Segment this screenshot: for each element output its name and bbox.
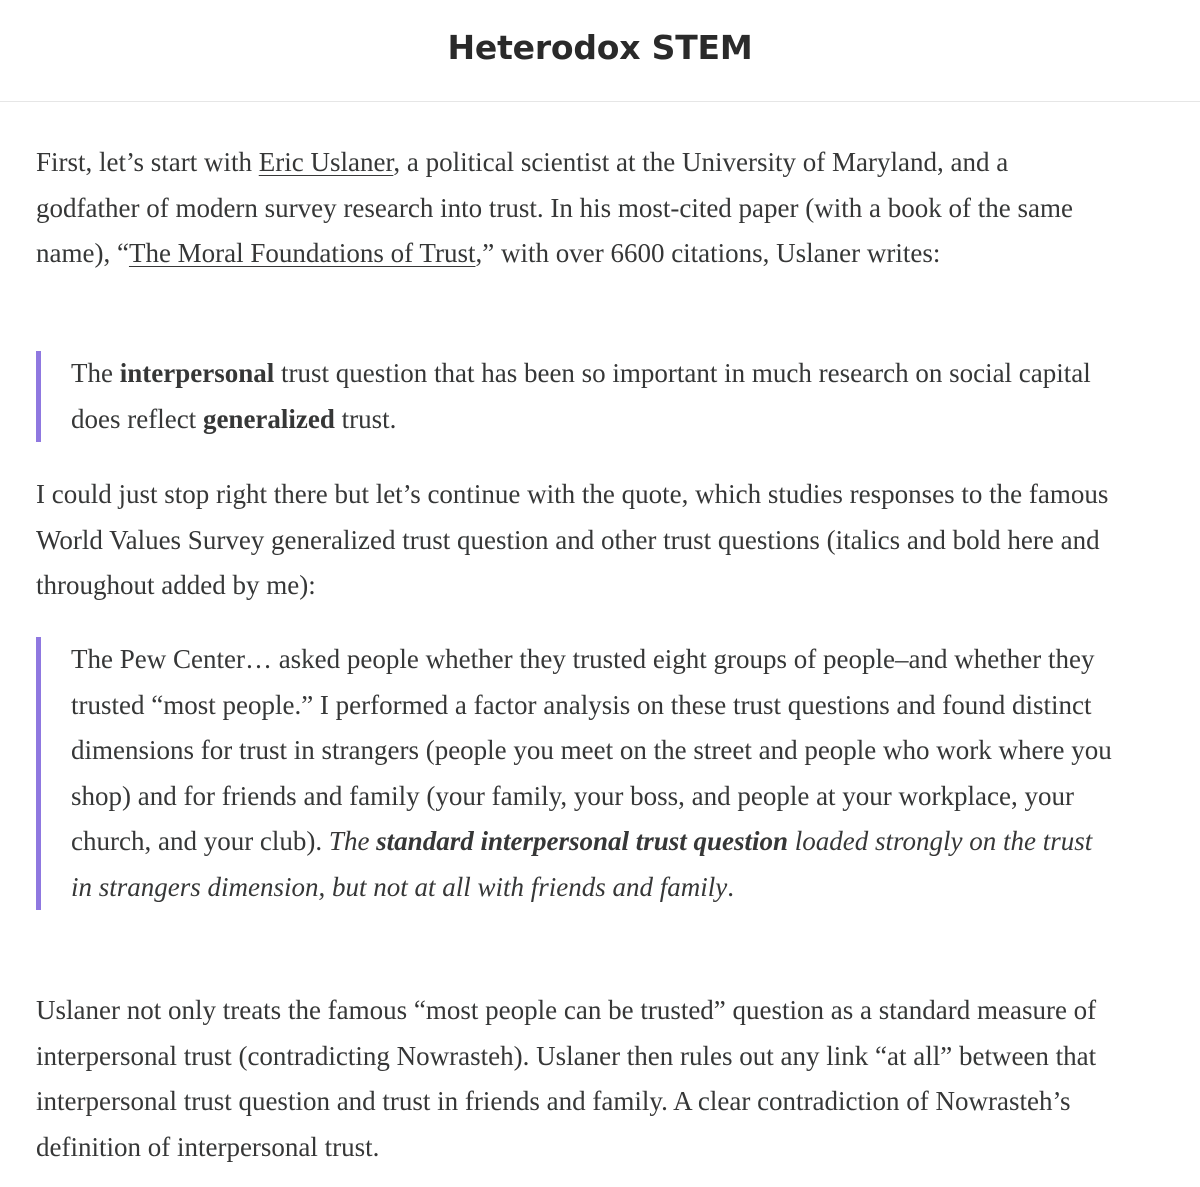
paragraph-text: First, let’s start with <box>36 147 259 177</box>
quote-bold-text: interpersonal <box>119 358 275 388</box>
quote-bold-text: generalized <box>202 403 335 434</box>
paragraph-uslaner-conclusion: Uslaner not only treats the famous “most people can be trusted” question as a standard measure of interpersonal trust (contradicting Nowrasteh). Uslaner then rules out any link “at all” between that interpersonal trust question and trust in friends and family. A clear contradiction of Nowrasteh’s definition of interpersonal trust. <box>36 995 1097 1162</box>
publication-title[interactable]: Heterodox STEM <box>447 28 753 67</box>
quote-text: trust. <box>334 403 397 434</box>
link-eric-uslaner[interactable]: Eric Uslaner <box>258 147 394 177</box>
blockquote-interpersonal-trust <box>36 351 1116 442</box>
blockquote-text <box>71 637 1116 910</box>
blockquote-pew-center <box>36 637 1116 910</box>
quote-italic-text: The <box>328 826 377 856</box>
paragraph-text: , a political scientist at the University of Maryland, and a godfather of modern survey research into trust. In his most-cited paper (with a book of the same name), “ <box>36 147 1073 268</box>
paragraph-uslaner-intro <box>36 140 1106 277</box>
quote-text: trust question that has been so important in much research on social capital does reflect <box>71 358 1091 434</box>
quote-text: . <box>727 871 735 902</box>
quote-text: The <box>71 358 120 388</box>
quote-italic-text: loaded strongly on the trust in strangers dimension, but not at all with friends and family <box>71 826 1093 902</box>
paragraph-continue-quote: I could just stop right there but let’s continue with the quote, which studies responses to the famous World Values Survey generalized trust question and other trust questions (italics and bold here and throughout added by me): <box>36 479 1109 600</box>
link-moral-foundations-of-trust[interactable]: The Moral Foundations of Trust <box>128 238 476 268</box>
quote-bold-italic-text: standard interpersonal trust question <box>376 826 789 856</box>
quote-text: The Pew Center… asked people whether they trusted eight groups of people–and whether they trusted “most people.” I performed a factor analysis on these trust questions and found distinct dimensions for trust in strangers (people you meet on the street and people who work where you shop) and for friends and family (your family, your boss, and people at your workplace, your church, and your club). <box>71 644 1112 856</box>
paragraph-text: ,” with over 6600 citations, Uslaner writes: <box>475 238 941 268</box>
publication-header <box>0 0 1200 102</box>
blockquote-text <box>71 351 1116 442</box>
